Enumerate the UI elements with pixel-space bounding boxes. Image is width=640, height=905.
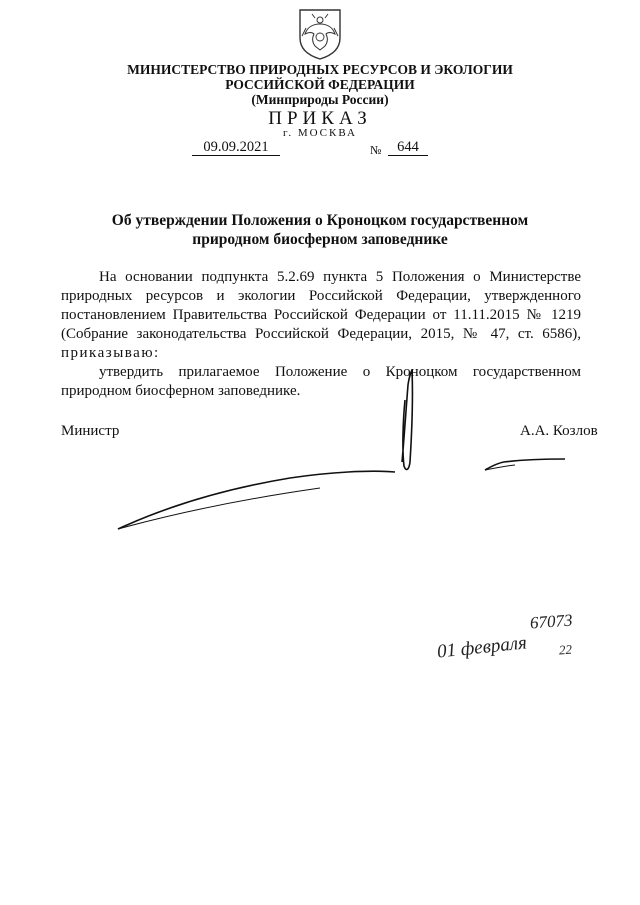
- document-type: ПРИКАЗ: [268, 108, 372, 129]
- ministry-name-line1: МИНИСТЕРСТВО ПРИРОДНЫХ РЕСУРСОВ И ЭКОЛОГИИ: [127, 62, 513, 77]
- document-title-line2: природном биосферном заповеднике: [192, 231, 448, 248]
- paragraph-basis: [61, 268, 581, 363]
- document-body: [61, 268, 581, 401]
- paragraph-order: утвердить прилагаемое Положение о Кроноцком государственном природном биосферном заповеднике.: [61, 364, 581, 399]
- document-title-line1: Об утверждении Положения о Кроноцком государственном: [111, 212, 529, 229]
- document-number: 644: [388, 139, 428, 156]
- ministry-short-name: (Минприроды России): [251, 92, 389, 107]
- document-date: 09.09.2021: [192, 139, 280, 156]
- paragraph-basis-text: На основании подпункта 5.2.69 пункта 5 Положения о Министерстве природных ресурсов и экологии Российской Федерации, утвержденного постановлением Правительства Российской Федерации от 11.11.2015 № 1219 (Собрание законодательства Российской Федерации, 2015, № 47, ст. 6586),: [61, 269, 581, 342]
- city: г. МОСКВА: [283, 127, 357, 139]
- handwritten-registration-number: 67073: [529, 610, 574, 633]
- ministry-name-line2: РОССИЙСКОЙ ФЕДЕРАЦИИ: [225, 77, 415, 92]
- handwritten-date-note: 01 февраля: [436, 632, 528, 663]
- emblem-icon: [296, 8, 344, 60]
- handwritten-year-note: 22: [558, 641, 573, 658]
- number-label: №: [370, 143, 382, 157]
- order-word: приказываю:: [61, 345, 160, 361]
- signer-position: Министр: [61, 423, 120, 439]
- signer-name: А.А. Козлов: [520, 423, 598, 439]
